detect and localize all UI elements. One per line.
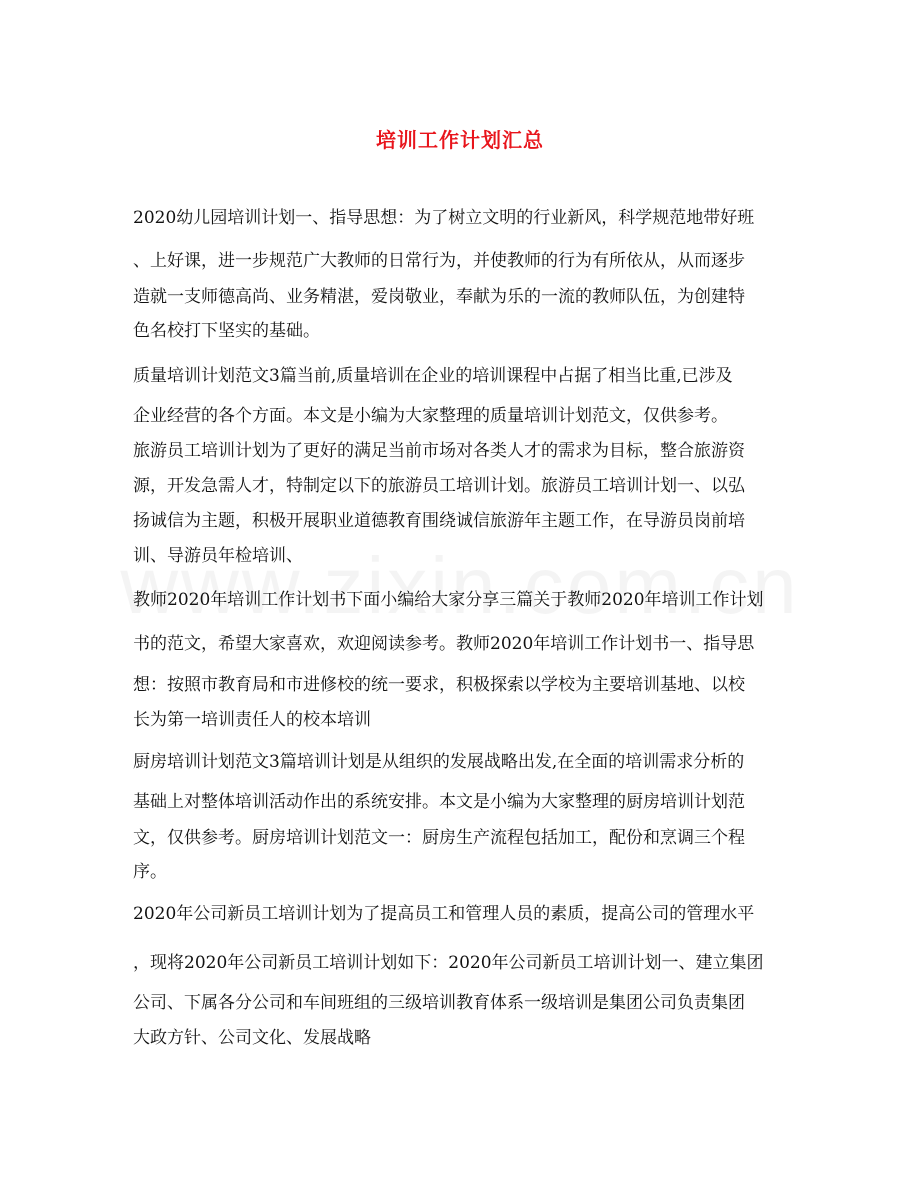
paragraph-4-line-3: 想：按照市教育局和市进修校的统一要求，积极探索以学校为主要培训基地、以校 [133,675,745,695]
paragraph-4-line-2: 书的范文，希望大家喜欢，欢迎阅读参考。教师2020年培训工作计划书一、指导思 [133,634,755,654]
paragraph-6-line-4: 大政方针、公司文化、发展战略 [133,1028,371,1048]
paragraph-3-line-3: 扬诚信为主题，积极开展职业道德教育围绕诚信旅游年主题工作，在导游员岗前培 [133,511,745,531]
paragraph-2-line-2: 企业经营的各个方面。本文是小编为大家整理的质量培训计划范文，仅供参考。 [133,406,728,426]
paragraph-5-line-1: 厨房培训计划范文3篇培训计划是从组织的发展战略出发,在全面的培训需求分析的 [133,752,745,772]
paragraph-4-line-1: 教师2020年培训工作计划书下面小编给大家分享三篇关于教师2020年培训工作计划 [133,590,764,610]
paragraph-1-line-2: 、上好课，进一步规范广大教师的日常行为，并使教师的行为有所依从，从而逐步 [133,251,745,271]
paragraph-6-line-1: 2020年公司新员工培训计划为了提高员工和管理人员的素质，提高公司的管理水平 [133,904,755,924]
paragraph-5-line-2: 基础上对整体培训活动作出的系统安排。本文是小编为大家整理的厨房培训计划范 [133,792,745,812]
paragraph-3-line-2: 源，开发急需人才，特制定以下的旅游员工培训计划。旅游员工培训计划一、以弘 [133,476,745,496]
paragraph-5-line-3: 文，仅供参考。厨房培训计划范文一：厨房生产流程包括加工，配份和烹调三个程 [133,828,745,848]
paragraph-6-line-2: ，现将2020年公司新员工培训计划如下：2020年公司新员工培训计划一、建立集团 [133,953,764,973]
paragraph-6-line-3: 公司、下属各分公司和车间班组的三级培训教育体系一级培训是集团公司负责集团 [133,993,745,1013]
paragraph-3-line-4: 训、导游员年检培训、 [133,546,303,566]
paragraph-1-line-3: 造就一支师德高尚、业务精湛，爱岗敬业，奉献为乐的一流的教师队伍，为创建特 [133,287,745,307]
paragraph-3-line-1: 旅游员工培训计划为了更好的满足当前市场对各类人才的需求为目标，整合旅游资 [133,441,745,461]
paragraph-2-line-1: 质量培训计划范文3篇当前,质量培训在企业的培训课程中占据了相当比重,已涉及 [133,366,733,386]
paragraph-1-line-4: 色名校打下坚实的基础。 [133,321,320,341]
paragraph-5-line-4: 序。 [133,862,167,882]
document-title: 培训工作计划汇总 [376,128,544,152]
paragraph-4-line-4: 长为第一培训责任人的校本培训 [133,710,371,730]
paragraph-1-line-1: 2020幼儿园培训计划一、指导思想：为了树立文明的行业新风，科学规范地带好班 [133,208,755,228]
